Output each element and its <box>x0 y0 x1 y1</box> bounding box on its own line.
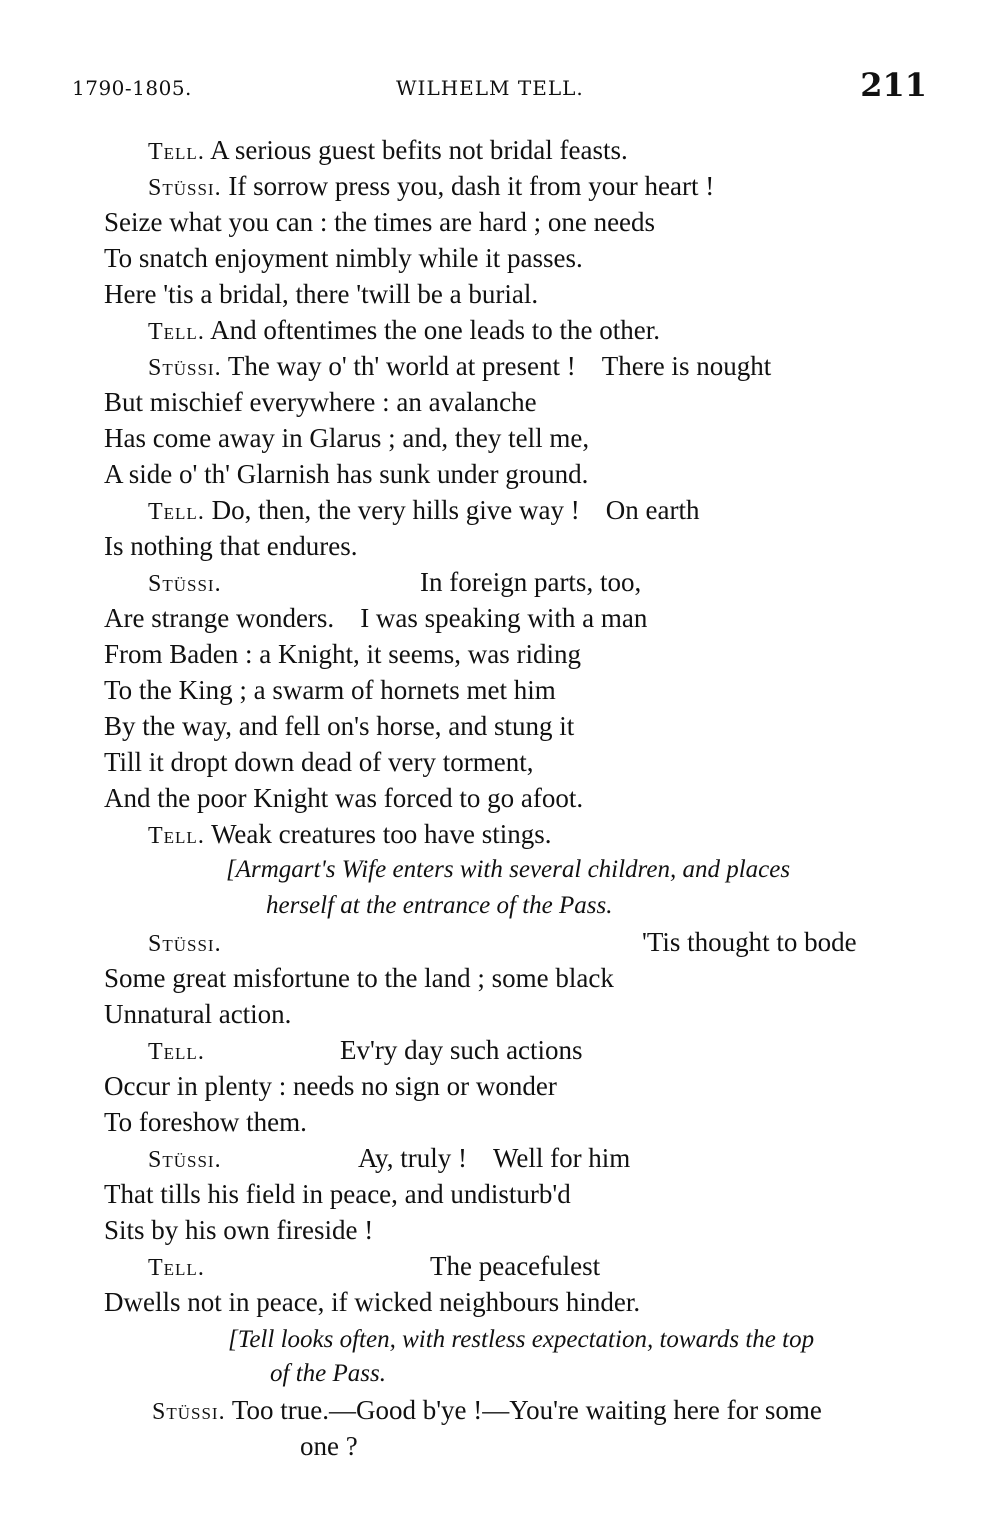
speaker-name: Stüssi. <box>148 355 222 381</box>
verse-line: To snatch enjoyment nimbly while it passes. <box>104 243 583 273</box>
verse-line-continued <box>358 1140 630 1176</box>
verse-line: Till it dropt down dead of very torment, <box>104 747 534 777</box>
speaker-name: Stüssi. <box>148 1147 222 1173</box>
line-text: Too true.—Good b'ye !—You're waiting here for some <box>225 1395 822 1425</box>
verse-line <box>148 564 222 602</box>
verse-line <box>148 348 771 386</box>
verse-line: By the way, and fell on's horse, and stung it <box>104 711 575 741</box>
speaker-name: Stüssi. <box>148 571 222 597</box>
verse-line <box>152 1392 822 1430</box>
verse-line-continued: 'Tis thought to bode <box>642 927 857 957</box>
speaker-name: Tell. <box>148 823 205 849</box>
verse-line: Here 'tis a bridal, there 'twill be a burial. <box>104 279 539 309</box>
line-text: Ay, truly ! <box>358 1143 468 1173</box>
line-text-continued: Well for him <box>493 1143 631 1173</box>
verse-line: And the poor Knight was forced to go afoot. <box>104 783 584 813</box>
verse-line: But mischief everywhere : an avalanche <box>104 387 537 417</box>
line-text: Are strange wonders. <box>104 603 335 633</box>
line-text: A serious guest befits not bridal feasts. <box>204 135 628 165</box>
line-text: Do, then, the very hills give way ! <box>204 495 580 525</box>
verse-line <box>148 168 714 206</box>
line-text-continued: There is nought <box>601 351 772 381</box>
verse-line <box>104 600 647 636</box>
speaker-name: Stüssi. <box>148 175 222 201</box>
verse-line: Some great misfortune to the land ; some black <box>104 963 614 993</box>
verse-line: one ? <box>300 1431 358 1461</box>
speaker-name: Stüssi. <box>148 931 222 957</box>
verse-line: Occur in plenty : needs no sign or wonder <box>104 1071 557 1101</box>
speaker-name: Stüssi. <box>152 1399 226 1425</box>
verse-line <box>148 312 660 350</box>
speaker-name: Tell. <box>148 499 205 525</box>
line-text-continued: On earth <box>605 495 700 525</box>
running-header <box>72 66 927 112</box>
verse-line <box>148 1032 205 1070</box>
verse-line: Is nothing that endures. <box>104 531 358 561</box>
verse-line: Seize what you can : the times are hard ; one needs <box>104 207 656 237</box>
verse-line <box>148 1140 222 1178</box>
stage-direction: herself at the entrance of the Pass. <box>266 892 613 919</box>
verse-line <box>148 816 552 854</box>
verse-line-continued: In foreign parts, too, <box>420 567 642 597</box>
line-text: And oftentimes the one leads to the other. <box>204 315 660 345</box>
speaker-name: Tell. <box>148 1039 205 1065</box>
verse-line <box>148 924 222 962</box>
verse-line <box>148 132 628 170</box>
verse-line <box>148 492 699 530</box>
line-text: Weak creatures too have stings. <box>204 819 552 849</box>
verse-line-continued: Ev'ry day such actions <box>340 1035 583 1065</box>
line-text: The way o' th' world at present ! <box>221 351 576 381</box>
speaker-name: Tell. <box>148 1255 205 1281</box>
header-title: WILHELM TELL. <box>396 76 584 100</box>
verse-line: Has come away in Glarus ; and, they tell me, <box>104 423 590 453</box>
verse-line: Sits by his own fireside ! <box>104 1215 374 1245</box>
verse-line: Dwells not in peace, if wicked neighbours hinder. <box>104 1287 641 1317</box>
verse-line: A side o' th' Glarnish has sunk under ground. <box>104 459 589 489</box>
header-years: 1790-1805. <box>72 76 192 100</box>
verse-line: From Baden : a Knight, it seems, was riding <box>104 639 581 669</box>
stage-direction: [Tell looks often, with restless expectation, towards the top <box>228 1326 815 1353</box>
verse-line: Unnatural action. <box>104 999 292 1029</box>
line-text-continued: I was speaking with a man <box>360 603 648 633</box>
line-text: If sorrow press you, dash it from your heart ! <box>221 171 715 201</box>
verse-line: To the King ; a swarm of hornets met him <box>104 675 556 705</box>
stage-direction: of the Pass. <box>270 1360 386 1387</box>
speaker-name: Tell. <box>148 139 205 165</box>
stage-direction: [Armgart's Wife enters with several children, and places <box>226 856 791 883</box>
verse-line: That tills his field in peace, and undisturb'd <box>104 1179 571 1209</box>
verse-line <box>148 1248 205 1286</box>
page-number: 211 <box>860 66 927 104</box>
verse-line-continued: The peacefulest <box>430 1251 601 1281</box>
speaker-name: Tell. <box>148 319 205 345</box>
verse-line: To foreshow them. <box>104 1107 307 1137</box>
